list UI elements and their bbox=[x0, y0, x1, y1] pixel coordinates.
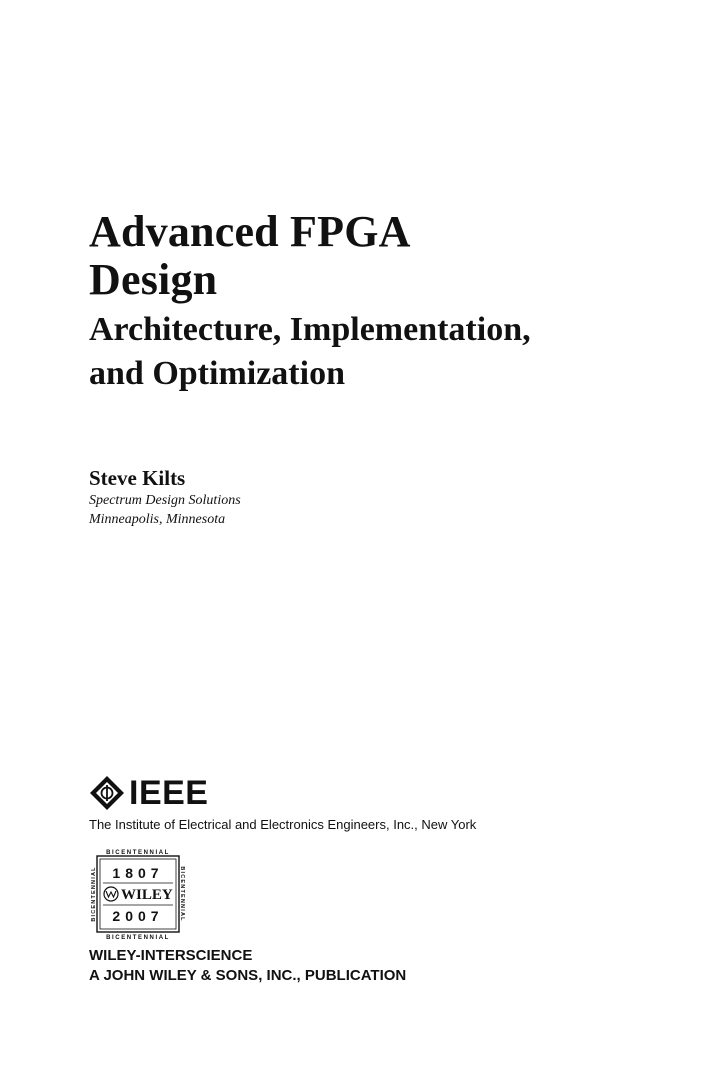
wiley-logo-year-end: 2007 bbox=[112, 908, 164, 924]
wiley-logo-left-text: BICENTENNIAL bbox=[91, 866, 97, 922]
ieee-logo-text: IEEE bbox=[129, 774, 209, 812]
wiley-logo-year-start: 1807 bbox=[112, 865, 164, 881]
book-title-line-1: Advanced FPGA bbox=[89, 207, 411, 256]
ieee-caption: The Institute of Electrical and Electronics Engineers, Inc., New York bbox=[89, 817, 477, 832]
book-subtitle-line-1: Architecture, Implementation, bbox=[89, 311, 531, 348]
publisher-block bbox=[89, 946, 406, 986]
wiley-bicentennial-logo bbox=[89, 848, 187, 940]
author-name: Steve Kilts bbox=[89, 466, 186, 490]
author-block bbox=[89, 465, 241, 529]
book-title-block bbox=[89, 208, 689, 396]
wiley-logo-top-text: BICENTENNIAL bbox=[106, 850, 170, 856]
publisher-imprint: WILEY-INTERSCIENCE bbox=[89, 947, 253, 964]
wiley-logo-right-text: BICENTENNIAL bbox=[179, 866, 185, 922]
ieee-logo bbox=[89, 775, 208, 811]
book-subtitle-line-2: and Optimization bbox=[89, 355, 345, 392]
wiley-logo-bottom-text: BICENTENNIAL bbox=[106, 935, 170, 940]
ieee-diamond-icon bbox=[89, 775, 125, 811]
publisher-statement: A JOHN WILEY & SONS, INC., PUBLICATION bbox=[89, 967, 407, 984]
author-affiliation-line-1: Spectrum Design Solutions bbox=[89, 493, 241, 508]
wiley-logo-brand: WILEY bbox=[121, 887, 173, 903]
author-affiliation-line-2: Minneapolis, Minnesota bbox=[89, 512, 226, 527]
book-title-line-2: Design bbox=[89, 255, 218, 304]
wiley-emblem-icon bbox=[104, 887, 118, 901]
